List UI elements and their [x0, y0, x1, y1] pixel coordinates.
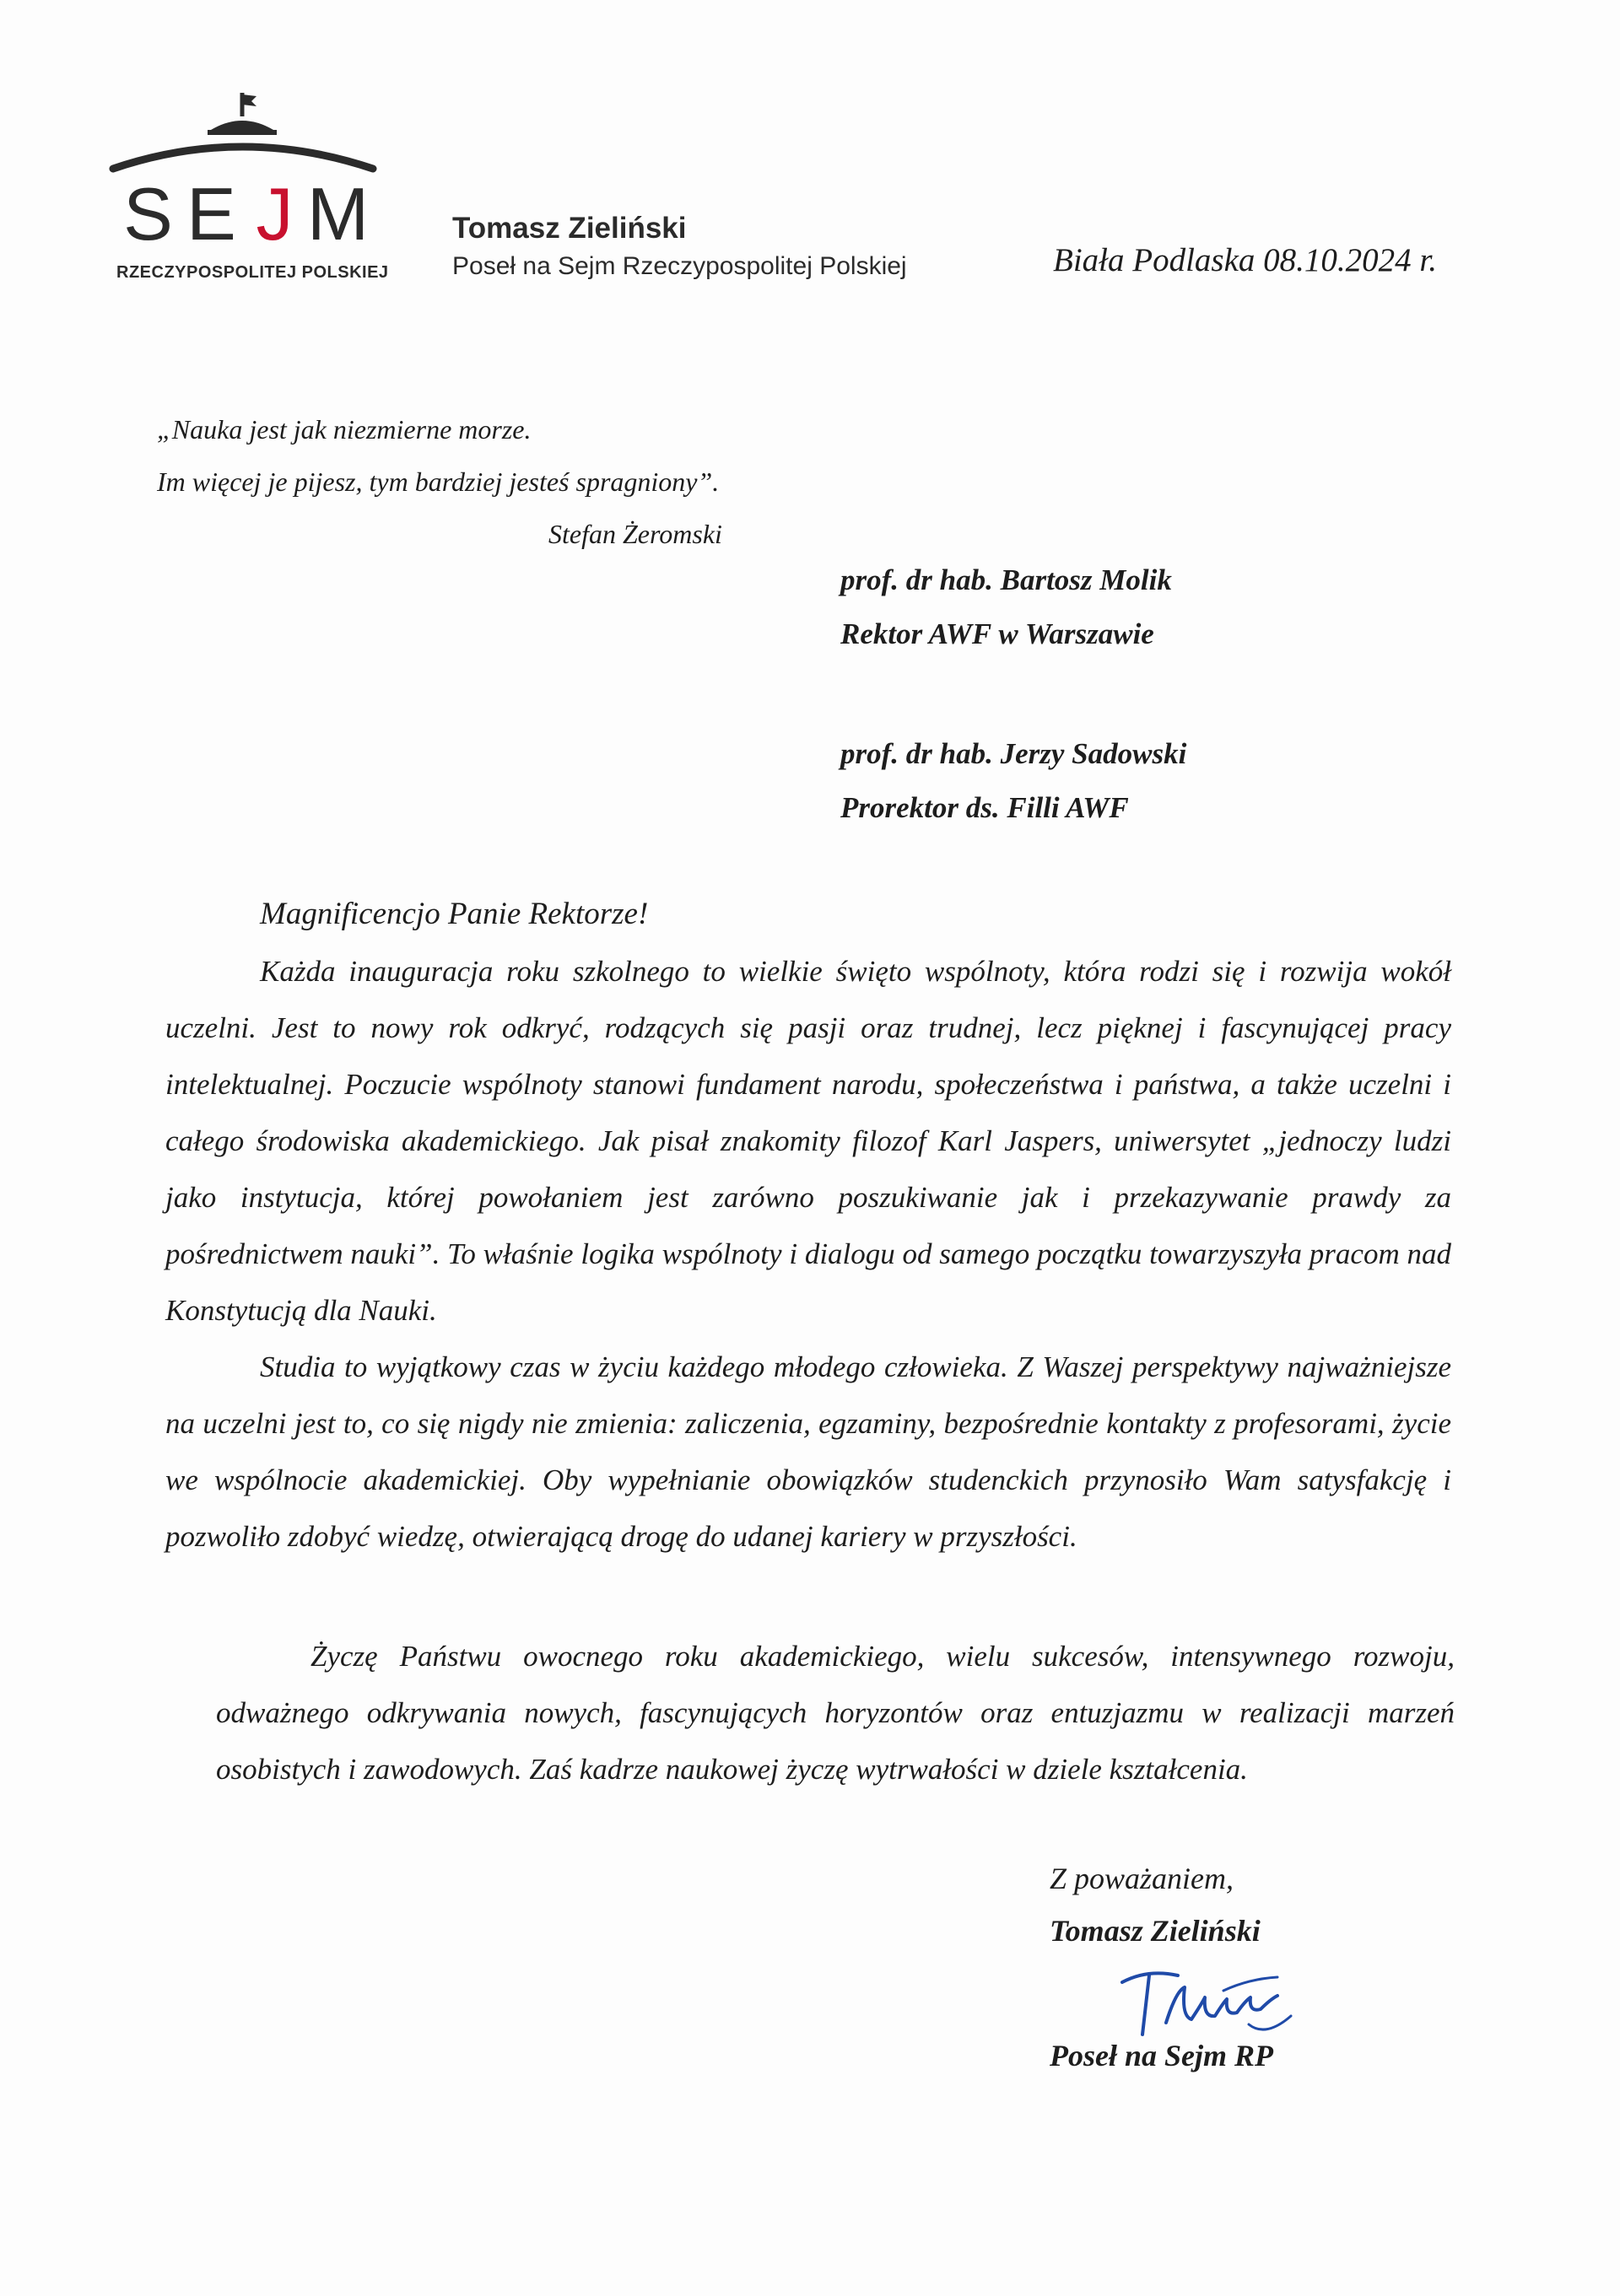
- closing-paragraph-block: [216, 1628, 1455, 1797]
- salutation: Magnificencjo Panie Rektorze!: [260, 897, 649, 931]
- logo-subtitle: RZECZYPOSPOLITEJ POLSKIEJ: [116, 263, 389, 282]
- logo-wordmark: [116, 172, 370, 256]
- motto-line: Im więcej je pijesz, tym bardziej jesteś spragniony”.: [157, 466, 720, 497]
- signoff-block: [1050, 1852, 1261, 1957]
- motto-quote: [157, 403, 722, 560]
- addressee-title: Prorektor ds. Filli AWF: [840, 791, 1129, 824]
- addressee-rector: [840, 553, 1172, 661]
- body-paragraph: Studia to wyjątkowy czas w życiu każdego młodego człowieka. Z Waszej perspektywy najważniejsze na uczelni jest to, co się nigdy nie zmienia: zaliczenia, egzaminy, bezpośrednie kontakty z profesorami, życie we wspólnocie akademickiej. Oby wypełnianie obowiązków studenckich przynosiło Wam satysfakcję i pozwoliło zdobyć wiedzę, otwierającą drogę do udanej kariery w przyszłości.: [165, 1350, 1451, 1553]
- letter-body: [165, 943, 1451, 1565]
- parliament-dome-icon: [108, 91, 378, 184]
- sender-role: Poseł na Sejm Rzeczypospolitej Polskiej: [452, 252, 907, 280]
- regards: Z poważaniem,: [1050, 1862, 1234, 1895]
- logo-letter-j: J: [256, 172, 294, 256]
- place-date: Biała Podlaska 08.10.2024 r.: [1053, 242, 1437, 278]
- closing-paragraph: Życzę Państwu owocnego roku akademickiego, wielu sukcesów, intensywnego rozwoju, odważnego odkrywania nowych, fascynujących horyzontów oraz entuzjazmu w realizacji marzeń osobistych i zawodowych. Zaś kadrze naukowej życzę wytrwałości w dziele kształcenia.: [216, 1640, 1455, 1786]
- addressee-prorector: [840, 727, 1186, 835]
- signer-name: Tomasz Zieliński: [1050, 1914, 1261, 1948]
- signer-role: Poseł na Sejm RP: [1050, 2039, 1274, 2072]
- logo-letter-m: M: [306, 172, 370, 256]
- addressee-title: Rektor AWF w Warszawie: [840, 617, 1154, 650]
- logo-letter-e: E: [186, 172, 236, 256]
- motto-line: „Nauka jest jak niezmierne morze.: [157, 414, 532, 445]
- motto-author: Stefan Żeromski: [548, 519, 722, 549]
- addressee-name: prof. dr hab. Bartosz Molik: [840, 563, 1172, 596]
- addressee-name: prof. dr hab. Jerzy Sadowski: [840, 737, 1187, 770]
- sender-name: Tomasz Zieliński: [452, 212, 687, 245]
- sender-block: [452, 209, 907, 285]
- sejm-logo: [108, 91, 389, 285]
- body-paragraph: Każda inauguracja roku szkolnego to wielkie święto wspólnoty, która rodzi się i rozwija wokół uczelni. Jest to nowy rok odkryć, rodzących się pasji oraz trudnej, lecz pięknej i fascynującej pracy intelektualnej. Poczucie wspólnoty stanowi fundament narodu, społeczeństwa i państwa, a także uczelni i całego środowiska akademickiego. Jak pisał znakomity filozof Karl Jaspers, uniwersytet „jednoczy ludzi jako instytucja, której powołaniem jest zarówno poszukiwanie jak i przekazywanie prawdy za pośrednictwem nauki”. To właśnie logika wspólnoty i dialogu od samego początku towarzyszyła pracom nad Konstytucją dla Nauki.: [165, 955, 1451, 1327]
- logo-letter-s: S: [123, 172, 173, 256]
